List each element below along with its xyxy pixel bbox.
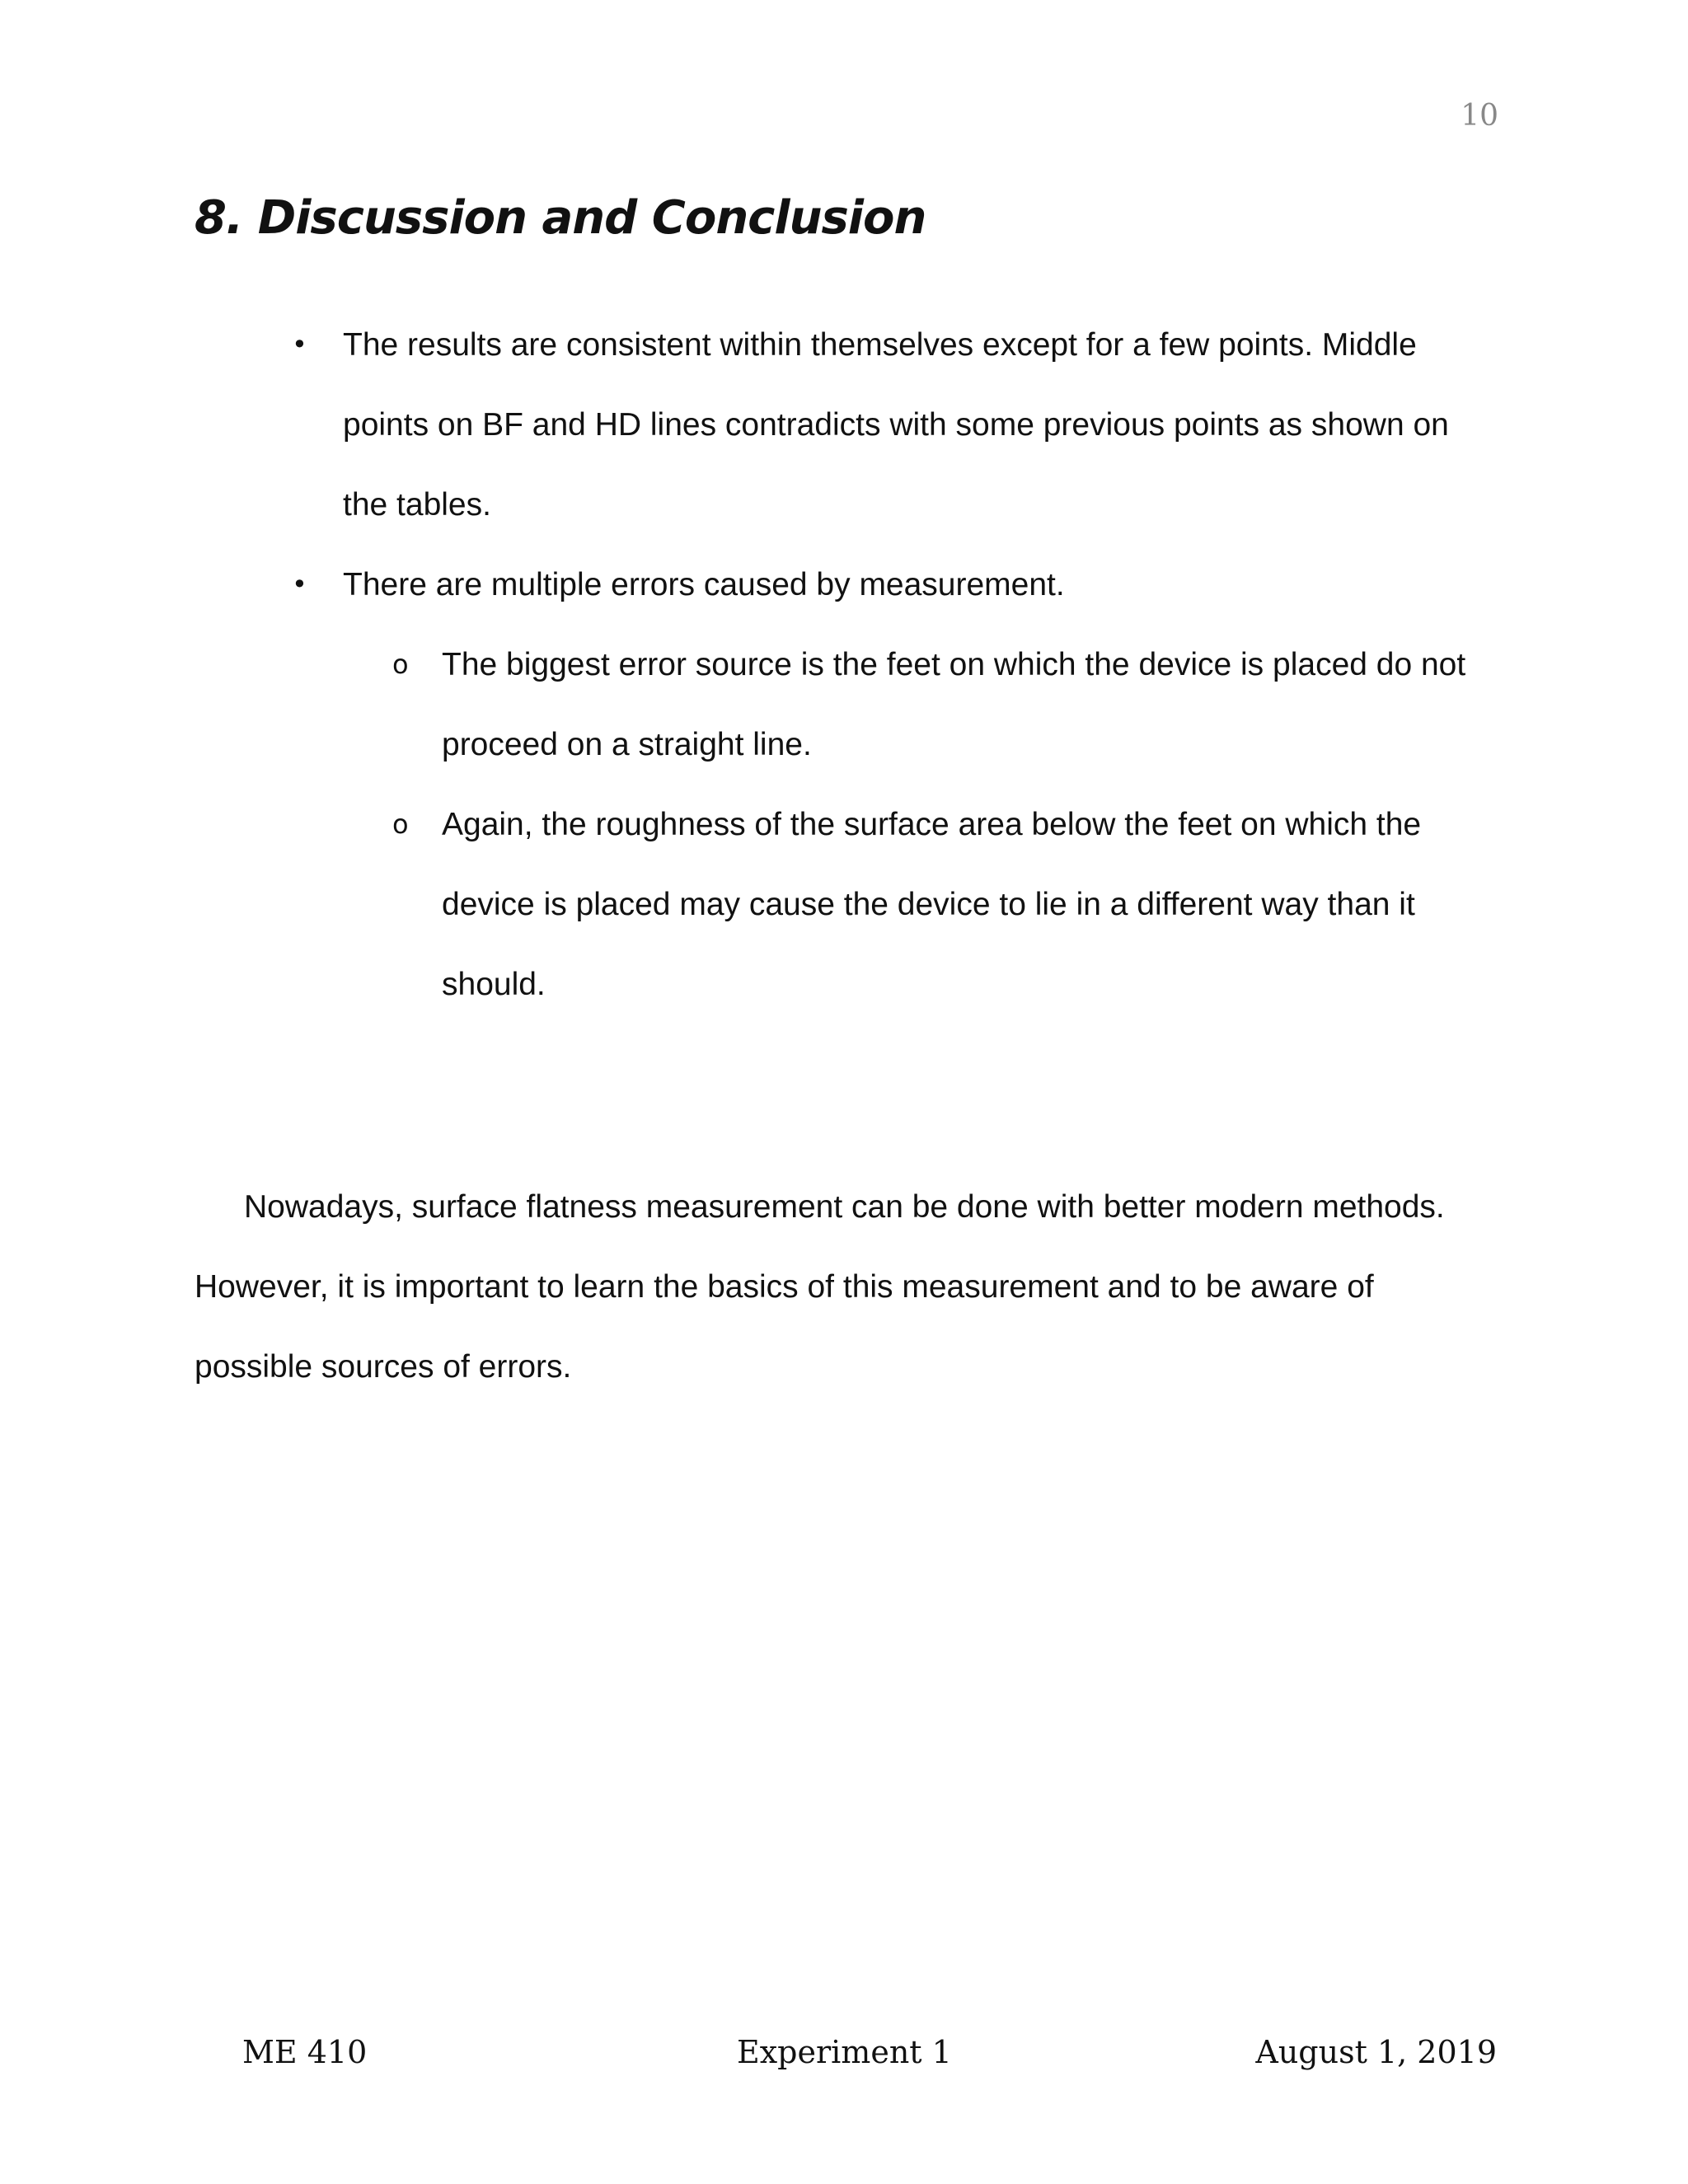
sub-list-item — [0, 785, 1688, 1024]
list-item — [0, 305, 1688, 545]
bullet-list — [0, 305, 1688, 1024]
conclusion-paragraph: Nowadays, surface flatness measurement can be done with better modern methods. However, it is important to learn the basics of this measurement and to be aware of possible sources of errors. — [195, 1189, 1445, 1385]
footer-date: August 1, 2019 — [1255, 2034, 1497, 2070]
footer-course: ME 410 — [242, 2034, 368, 2070]
sub-bullet-marker: o — [392, 808, 409, 840]
sub-list-item-text: The biggest error source is the feet on which the device is placed do not proceed on a straight line. — [442, 647, 1466, 762]
footer-experiment: Experiment 1 — [737, 2034, 952, 2070]
sub-bullet-marker: o — [392, 649, 409, 680]
list-item-text: The results are consistent within themselves except for a few points. Middle points on BF and HD lines contradicts with some previous points as shown on the tables. — [343, 327, 1449, 523]
bullet-marker: • — [292, 569, 307, 600]
page-number: 10 — [1461, 99, 1498, 133]
sub-list-item-text: Again, the roughness of the surface area below the feet on which the device is placed may cause the device to lie in a different way than it should. — [442, 807, 1422, 1002]
list-item-text: There are multiple errors caused by measurement. — [343, 567, 1065, 602]
sub-list-item — [0, 625, 1688, 785]
section-heading: 8. Discussion and Conclusion — [195, 191, 926, 245]
list-item — [0, 545, 1688, 625]
bullet-marker: • — [292, 329, 307, 360]
